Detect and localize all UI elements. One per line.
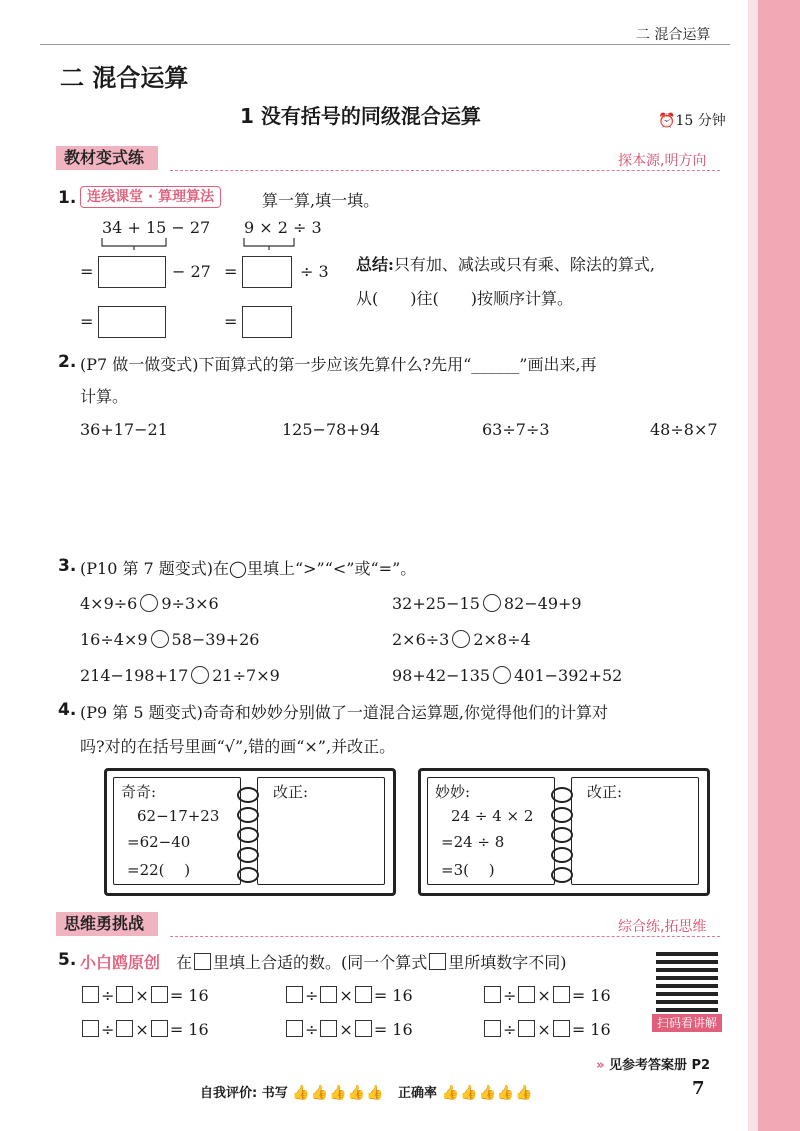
correction-label: 改正: [587,783,623,801]
clock-icon: ⏰ [658,113,676,129]
blank-square-icon [429,953,446,970]
question-number: 1. [58,188,77,208]
summary-line-2[interactable]: 从( )往( )按顺序计算。 [356,289,573,308]
notebook-miaomiao [418,768,710,896]
step-bracket-a [100,236,170,250]
qr-label: 扫码看讲解 [652,1014,722,1032]
blank-square-icon [194,953,211,970]
blank-square[interactable] [553,1020,570,1037]
spiral-ring [551,827,573,843]
thumbs-up-icon[interactable]: 👍👍👍👍👍 [292,1085,385,1101]
blank-square[interactable] [484,1020,501,1037]
qr-code-icon[interactable] [656,950,718,1012]
spiral-ring [237,807,259,823]
double-chevron-icon: » [596,1058,605,1073]
question-prompt: (P7 做一做变式)下面算式的第一步应该先算什么?先用“______”画出来,再 [80,355,597,374]
compare-item: 214−198+17 21÷7×9 [80,666,280,685]
blank-square[interactable] [116,1020,133,1037]
answer-box[interactable] [242,306,292,338]
section-tag-textbook: 教材变式练 [56,146,158,170]
blank-square[interactable] [320,986,337,1003]
question-prompt-cont: 吗?对的在括号里画“√”,错的画“×”,并改正。 [80,737,396,756]
summary-line-1: 总结:只有加、减法或只有乘、除法的算式, [356,255,656,274]
expression[interactable]: 63÷7÷3 [482,420,550,439]
work-line: 24 ÷ 4 × 2 [451,807,534,825]
question-number: 2. [58,352,77,372]
blank-square[interactable] [518,1020,535,1037]
lesson-title: 1 没有括号的同级混合运算 [240,104,481,128]
fill-equation: ÷ × = 16 [284,1020,413,1039]
chapter-title: 二 混合运算 [60,64,189,92]
question-number: 4. [58,700,77,720]
blank-square[interactable] [151,1020,168,1037]
work-line: =62−40 [127,833,191,851]
blank-square[interactable] [518,986,535,1003]
question-prompt: (P9 第 5 题变式)奇奇和妙妙分别做了一道混合运算题,你觉得他们的计算对 [80,703,608,722]
blank-square[interactable] [320,1020,337,1037]
page-number: 7 [692,1078,705,1099]
fill-equation: ÷ × = 16 [482,1020,611,1039]
question-tag: 连线课堂 · 算理算法 [80,186,221,208]
section-divider [170,936,720,938]
spiral-ring [551,787,573,803]
expression-b: 9 × 2 ÷ 3 [244,218,322,237]
blank-square[interactable] [553,986,570,1003]
compare-item: 32+25−15 82−49+9 [392,594,582,613]
spiral-ring [237,847,259,863]
section-subtitle: 综合练,拓思维 [618,919,707,935]
answer-box[interactable] [98,256,166,288]
blank-square[interactable] [82,1020,99,1037]
question-prompt: (P10 第 7 题变式)在◯里填上“>”“<”或“=”。 [80,559,417,578]
compare-circle[interactable] [151,630,169,648]
header-rule [40,44,730,45]
compare-item: 4×9÷6 9÷3×6 [80,594,219,613]
step-bracket-b [242,236,298,250]
section-divider [170,170,720,172]
spiral-ring [237,867,259,883]
page-edge-band [758,0,800,1131]
blank-square[interactable] [355,1020,372,1037]
expression[interactable]: 36+17−21 [80,420,168,439]
correction-label: 改正: [273,783,309,801]
student-name: 妙妙: [435,783,471,801]
expression-a: 34 + 15 − 27 [102,218,211,237]
question-prompt-cont: 计算。 [80,387,129,406]
notebook-qiqi [104,768,396,896]
equals-sign: = [80,312,94,331]
compare-item: 2×6÷3 2×8÷4 [392,630,531,649]
work-line: =24 ÷ 8 [441,833,505,851]
question-prompt: 在 里填上合适的数。(同一个算式 里所填数字不同) [176,953,567,972]
answer-reference: » 见参考答案册 P2 [596,1058,711,1073]
blank-square[interactable] [355,986,372,1003]
thumbs-up-icon[interactable]: 👍👍👍👍👍 [441,1085,534,1101]
work-line[interactable]: =3( ) [441,861,495,879]
compare-circle[interactable] [140,594,158,612]
question-number: 3. [58,556,77,576]
student-name: 奇奇: [121,783,157,801]
spiral-ring [551,847,573,863]
section-subtitle: 探本源,明方向 [618,153,707,169]
blank-square[interactable] [484,986,501,1003]
time-estimate: ⏰15 分钟 [658,113,726,129]
answer-box[interactable] [242,256,292,288]
expression[interactable]: 125−78+94 [282,420,381,439]
blank-square[interactable] [82,986,99,1003]
expression-b-tail: ÷ 3 [300,262,329,281]
question-prompt: 算一算,填一填。 [262,191,380,210]
answer-box[interactable] [98,306,166,338]
self-evaluation: 自我评价: 书写 👍👍👍👍👍 正确率 👍👍👍👍👍 [200,1085,534,1101]
blank-square[interactable] [151,986,168,1003]
compare-circle[interactable] [483,594,501,612]
equals-sign: = [224,312,238,331]
compare-item: 98+42−135 401−392+52 [392,666,623,685]
spiral-ring [237,827,259,843]
equals-sign: = [80,262,94,281]
fill-equation: ÷ × = 16 [284,986,413,1005]
fill-equation: ÷ × = 16 [80,986,209,1005]
section-tag-challenge: 思维勇挑战 [56,912,158,936]
compare-circle[interactable] [493,666,511,684]
work-line: 62−17+23 [137,807,220,825]
equals-sign: = [224,262,238,281]
compare-circle[interactable] [452,630,470,648]
spiral-ring [551,807,573,823]
expression[interactable]: 48÷8×7 [650,420,718,439]
blank-square[interactable] [116,986,133,1003]
blank-square[interactable] [286,986,303,1003]
work-line[interactable]: =22( ) [127,861,191,879]
fill-equation: ÷ × = 16 [482,986,611,1005]
blank-square[interactable] [286,1020,303,1037]
expression-a-tail: − 27 [172,262,211,281]
spiral-ring [237,787,259,803]
fill-equation: ÷ × = 16 [80,1020,209,1039]
original-tag: 小白鸥原创 [80,953,161,972]
compare-item: 16÷4×9 58−39+26 [80,630,260,649]
compare-circle[interactable] [191,666,209,684]
question-number: 5. [58,950,77,970]
spiral-ring [551,867,573,883]
running-header: 二 混合运算 [636,27,711,43]
